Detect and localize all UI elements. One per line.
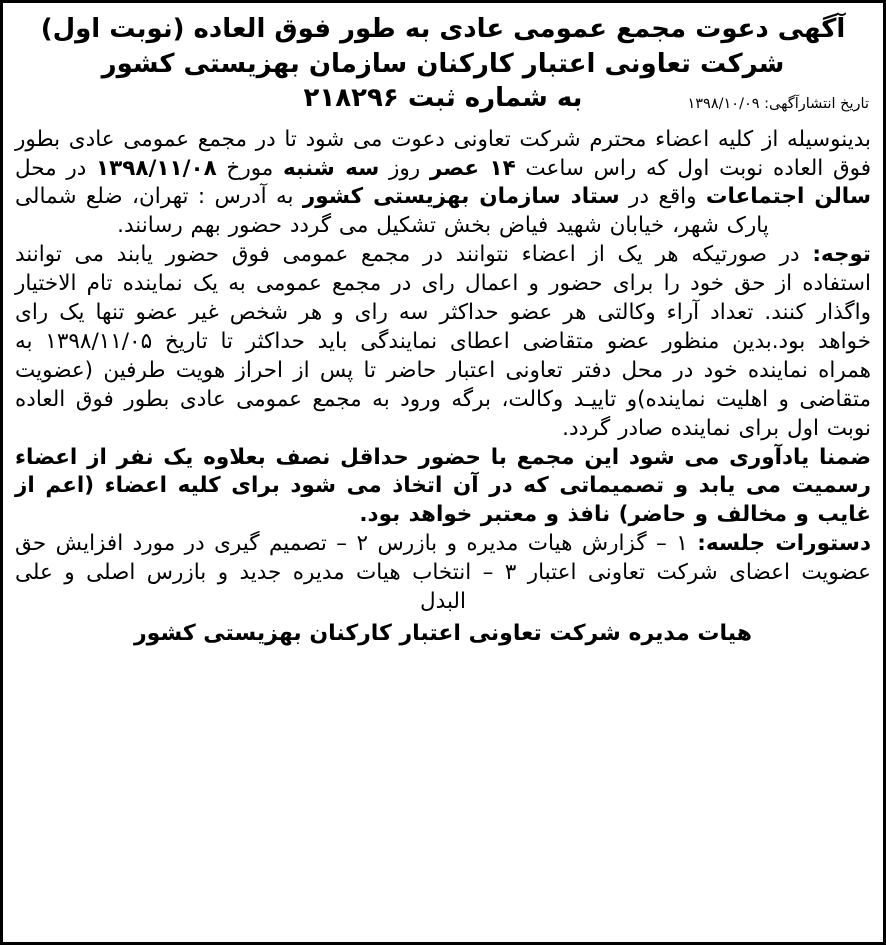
publication-date-value: ۱۳۹۸/۱۰/۰۹ <box>687 95 760 112</box>
paragraph-agenda <box>13 530 873 617</box>
invitation-address: به آدرس : تهران، ضلع شمالی پارک شهر، خیابان شهید فیاض بخش تشکیل می گردد حضور بهم رسانند. <box>15 184 769 239</box>
meeting-date: ۱۳۹۸/۱۱/۰۸ <box>96 155 217 181</box>
meeting-venue: سالن اجتماعات <box>705 184 871 210</box>
headline-secondary: شرکت تعاونی اعتبار کارکنان سازمان بهزیستی کشور <box>101 48 785 79</box>
meeting-time: ۱۴ عصر <box>429 155 516 181</box>
agenda-item-2: ۲ – تصمیم گیری در مورد افزایش حق عضویت اعضای شرکت تعاونی اعتبار <box>15 531 871 586</box>
quorum-text: ضمنا یادآوری می شود این مجمع با حضور حداقل نصف بعلاوه یک نفر از اعضاء رسمیت می یابد و تصمیماتی که در آن اتخاذ می شود برای کلیه اعضاء (اعم از غایب و مخالف و حاضر) نافذ و معتبر خواهد بود. <box>15 444 871 528</box>
invitation-text-part-1: بدینوسیله از کلیه اعضاء محترم شرکت تعاونی دعوت می شود تا در مجمع عمومی عادی بطور فوق العاده نوبت اول که راس ساعت <box>15 126 872 181</box>
publication-date-label: تاریخ انتشارآگهی: <box>764 95 869 112</box>
registration-row <box>13 82 873 126</box>
headline-primary: آگهی دعوت مجمع عمومی عادی به طور فوق العاده (نوبت اول) <box>40 14 846 44</box>
notice-body <box>13 126 873 617</box>
agenda-item-3: ۳ – انتخاب هیات مدیره جدید و بازرس اصلی و علی البدل <box>15 560 517 615</box>
publication-date <box>687 96 869 113</box>
paragraph-invitation <box>13 126 873 242</box>
invitation-text-part-2: روز <box>379 155 430 181</box>
invitation-text-part-5: واقع در <box>619 184 706 210</box>
registration-number-line: به شماره ثبت ۲۱۸۲۹۶ <box>303 82 583 113</box>
signature-line: هیات مدیره شرکت تعاونی اعتبار کارکنان بهزیستی کشور <box>134 621 752 646</box>
invitation-text-part-3: مورخ <box>216 155 284 181</box>
meeting-organization: ستاد سازمان بهزیستی کشور <box>302 184 620 210</box>
agenda-label: دستورات جلسه: <box>697 531 871 557</box>
notice-header <box>13 13 873 126</box>
attention-text: در صورتیکه هر یک از اعضاء نتوانند در مجمع عمومی فوق حضور یابند می توانند استفاده از حق خود را برای حضور و اعمال رای در مجمع عمومی به یک نماینده تام الاختیار واگذار کنند. تعداد آراء وکالتی هر عضو حداکثر سه رای و هر شخص غیر عضو تنها یک رای خواهد بود.بدین منظور عضو متقاضی اعطای نمایندگی باید حداکثر تا تاریخ <box>15 242 871 354</box>
paragraph-attention <box>13 241 873 443</box>
attention-label: توجه: <box>812 242 871 268</box>
paragraph-quorum <box>13 444 873 531</box>
attention-text-continued: به همراه نماینده خود در محل دفتر تعاونی اعتبار حاضر تا پس از احراز هویت طرفین (عضویت متقاضی و اهلیت نماینده)و تاییـد وکالت، برگه ورود به مجمع عمومی عادی بطور فوق العاده نوبت اول برای نماینده صادر گردد. <box>15 328 871 441</box>
proxy-deadline-date: ۱۳۹۸/۱۱/۰۵ <box>45 328 153 354</box>
agenda-item-1: ۱ – گزارش هیات مدیره و بازرس <box>368 531 698 557</box>
meeting-weekday: سه شنبه <box>283 155 380 181</box>
invitation-text-part-4: در محل <box>15 155 97 181</box>
